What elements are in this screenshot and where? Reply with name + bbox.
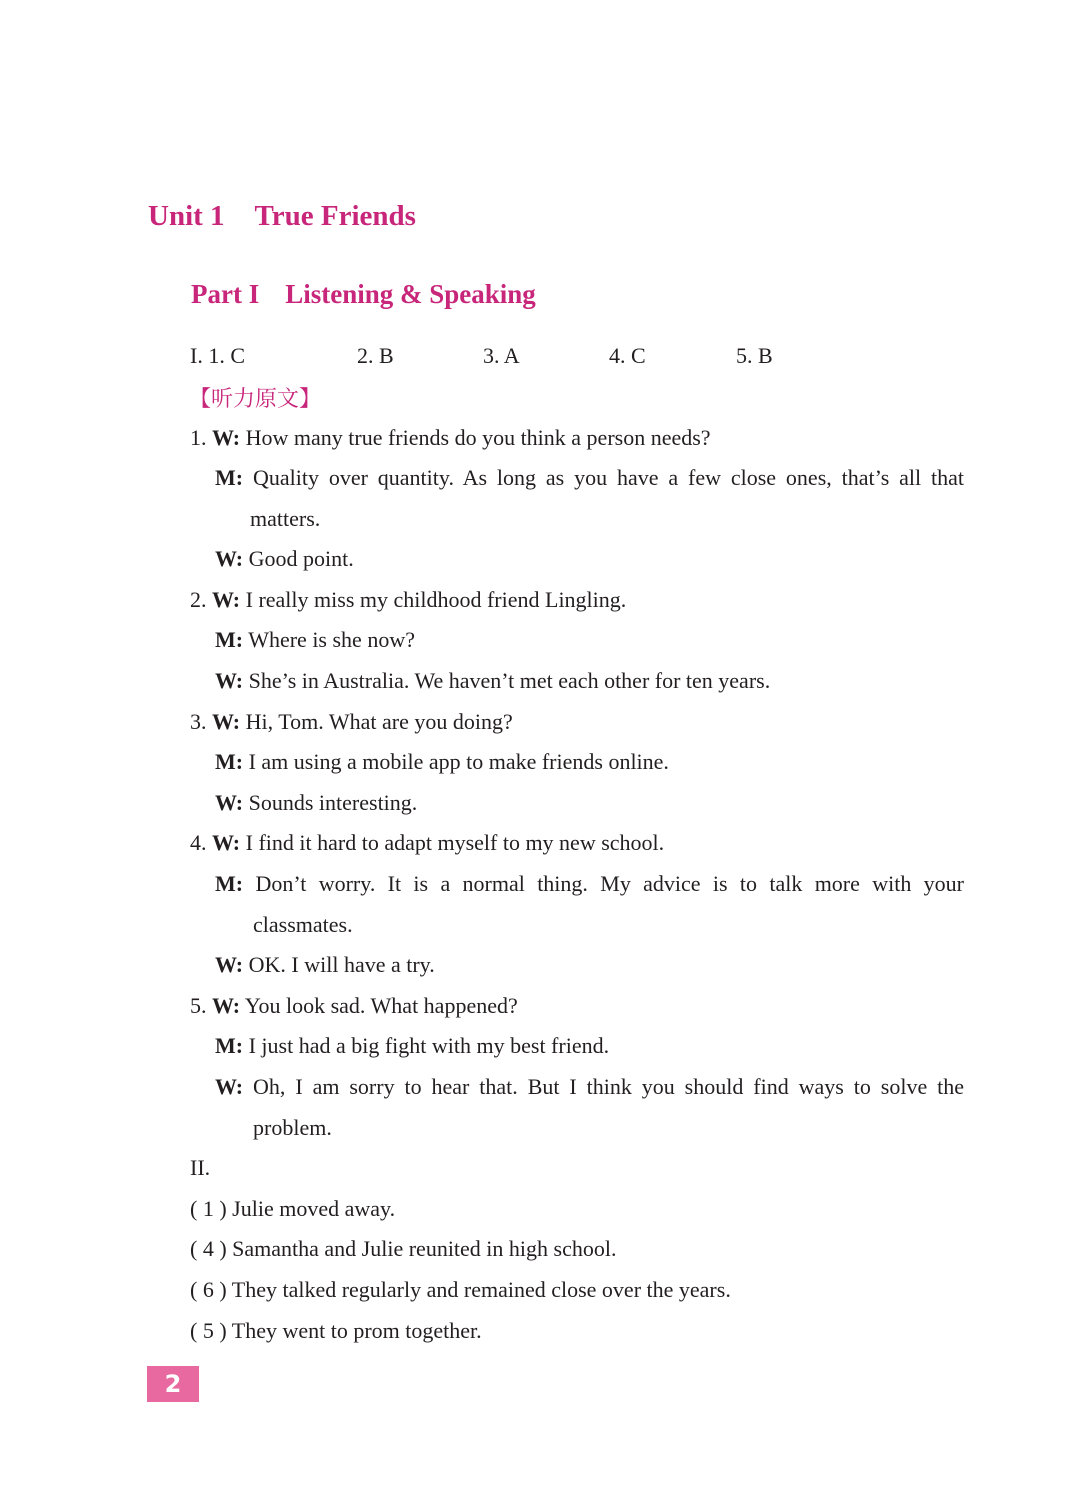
dialogue-text: You look sad. What happened? xyxy=(244,993,518,1018)
dialogue-number: 4. xyxy=(190,830,207,855)
unit-title xyxy=(148,200,416,233)
section-label: I. xyxy=(190,343,203,368)
dialogue-text: Don’t worry. It is a normal thing. My advice is to talk more with your xyxy=(255,871,965,896)
speaker: M: xyxy=(215,871,244,896)
speaker: W: xyxy=(212,587,241,612)
speaker: M: xyxy=(215,749,244,774)
page-number: 2 xyxy=(147,1366,199,1402)
dialogue-text: Quality over quantity. As long as you have a few close ones, that’s all that xyxy=(252,465,965,490)
dialogue-line xyxy=(190,585,626,615)
dialogue-text: Sounds interesting. xyxy=(248,790,418,815)
dialogue-text: I just had a big fight with my best friend. xyxy=(248,1033,610,1058)
dialogue-text: Good point. xyxy=(248,546,354,571)
dialogue-number: 5. xyxy=(190,993,207,1018)
speaker: W: xyxy=(215,1074,244,1099)
dialogue-line xyxy=(190,707,513,737)
speaker: W: xyxy=(215,668,244,693)
unit-label: Unit 1 xyxy=(148,200,225,232)
section-ii-label: II. xyxy=(190,1155,211,1180)
dialogue-number: 1. xyxy=(190,425,207,450)
dialogue-text: She’s in Australia. We haven’t met each other for ten years. xyxy=(248,668,771,693)
speaker: M: xyxy=(215,1033,244,1058)
dialogue-continuation: matters. xyxy=(250,506,321,531)
ordering-item: ( 4 ) Samantha and Julie reunited in high school. xyxy=(190,1236,617,1261)
ordering-item: ( 5 ) They went to prom together. xyxy=(190,1318,482,1343)
dialogue-number: 2. xyxy=(190,587,207,612)
answer-item: 1. C xyxy=(208,343,246,368)
unit-name: True Friends xyxy=(254,200,416,232)
dialogue-text: How many true friends do you think a person needs? xyxy=(245,425,711,450)
dialogue-number: 3. xyxy=(190,709,207,734)
dialogue-line xyxy=(215,625,415,655)
dialogue-line xyxy=(215,666,770,696)
dialogue-line xyxy=(215,1031,609,1061)
speaker: W: xyxy=(212,709,241,734)
dialogue-text: Hi, Tom. What are you doing? xyxy=(245,709,513,734)
ordering-item: ( 6 ) They talked regularly and remained close over the years. xyxy=(190,1277,731,1302)
dialogue-line xyxy=(215,544,354,574)
answer-item: 3. A xyxy=(483,343,520,368)
dialogue-text: I am using a mobile app to make friends online. xyxy=(248,749,669,774)
part-title xyxy=(191,279,536,310)
dialogue-line xyxy=(215,1072,964,1102)
speaker: W: xyxy=(215,546,244,571)
speaker: W: xyxy=(212,425,241,450)
dialogue-continuation: classmates. xyxy=(253,912,353,937)
dialogue-line xyxy=(215,950,435,980)
dialogue-line xyxy=(215,788,417,818)
answer-row xyxy=(190,341,245,371)
speaker: W: xyxy=(212,993,241,1018)
speaker: W: xyxy=(212,830,241,855)
dialogue-line xyxy=(215,869,964,899)
speaker: M: xyxy=(215,627,244,652)
speaker: W: xyxy=(215,952,244,977)
dialogue-line xyxy=(190,991,518,1021)
part-name: Listening & Speaking xyxy=(285,279,536,309)
dialogue-text: I really miss my childhood friend Lingling. xyxy=(245,587,627,612)
speaker: W: xyxy=(215,790,244,815)
transcript-heading: 【听力原文】 xyxy=(189,387,322,412)
dialogue-line xyxy=(190,423,711,453)
dialogue-continuation: problem. xyxy=(253,1115,332,1140)
dialogue-line xyxy=(215,747,669,777)
dialogue-line xyxy=(190,828,664,858)
answer-item: 5. B xyxy=(736,343,773,368)
speaker: M: xyxy=(215,465,244,490)
dialogue-line xyxy=(215,463,964,493)
ordering-item: ( 1 ) Julie moved away. xyxy=(190,1196,396,1221)
dialogue-text: I find it hard to adapt myself to my new school. xyxy=(245,830,665,855)
dialogue-text: Oh, I am sorry to hear that. But I think you should find ways to solve the xyxy=(253,1074,965,1099)
answer-item: 4. C xyxy=(609,343,646,368)
dialogue-text: Where is she now? xyxy=(248,627,415,652)
dialogue-text: OK. I will have a try. xyxy=(248,952,435,977)
answer-item: 2. B xyxy=(357,343,394,368)
part-label: Part I xyxy=(191,279,260,309)
